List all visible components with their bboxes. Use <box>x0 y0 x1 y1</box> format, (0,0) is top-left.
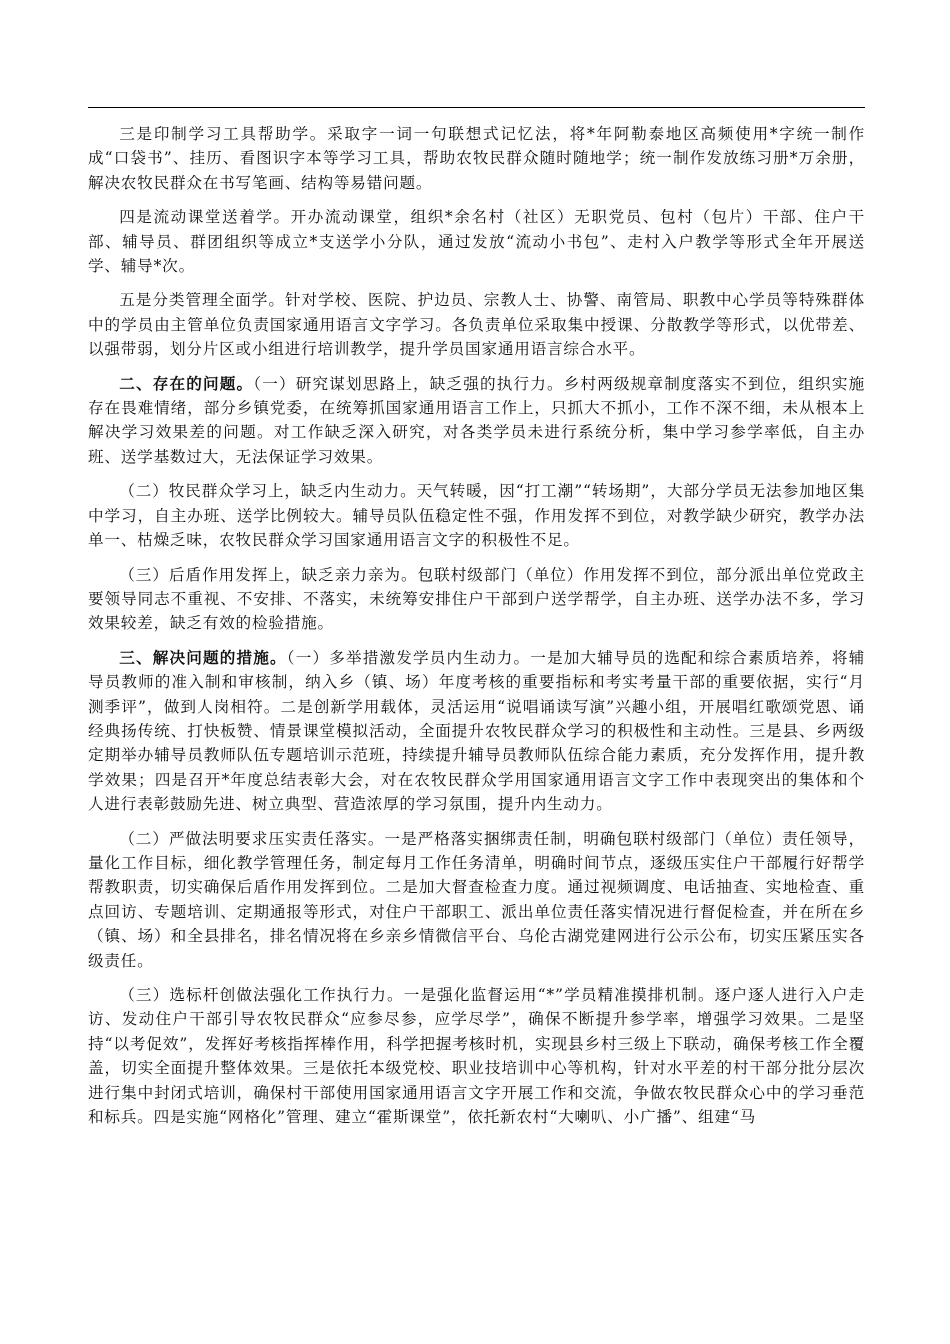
paragraph-text: （二）严做法明要求压实责任落实。一是严格落实捆绑责任制，明确包联村级部门（单位）责任领导，量化工作目标，细化教学管理任务，制定每月工作任务清单，明确时间节点，逐级压实住户干部履行好帮学帮教职责，切实确保后盾作用发挥到位。二是加大督查检查力度。通过视频调度、电话抽查、实地检查、重点回访、专题培训、定期通报等形式，对住户干部职工、派出单位责任落实情况进行督促检查，并在所在乡（镇、场）和全县排名，排名情况将在乡亲乡情微信平台、乌伦古湖党建网进行公示公布，切实压紧压实各级责任。 <box>88 829 865 970</box>
paragraph-problem-three <box>88 563 865 636</box>
header-rule <box>88 107 865 108</box>
paragraph-solutions <box>88 646 865 817</box>
paragraph-text: （一）多举措激发学员内生动力。一是加大辅导员的选配和综合素质培养，将辅导员教师的准入制和审核制，纳入乡（镇、场）年度考核的重要指标和考实考量干部的重要依据，实行“月测季评”，做到人岗相符。二是创新学用载体，灵活运用“说唱诵读写演”兴趣小组，开展唱红歌颂党恩、诵经典扬传统、打快板赞、情景课堂模拟活动，全面提升农牧民群众学习的积极性和主动性。三是县、乡两级定期举办辅导员教师队伍专题培训示范班，持续提升辅导员教师队伍综合能力素质，充分发挥作用，提升教学效果；四是召开*年度总结表彰大会，对在农牧民群众学用国家通用语言文字工作中表现突出的集体和个人进行表彰鼓励先进、树立典型、营造浓厚的学习氛围，提升内生动力。 <box>88 648 865 814</box>
paragraph-printing-tools <box>88 122 865 195</box>
document-body <box>88 122 865 1129</box>
paragraph-text: （二）牧民群众学习上，缺乏内生动力。天气转暖，因“打工潮”“转场期”，大部分学员无法参加地区集中学习，自主办班、送学比例较大。辅导员队伍稳定性不强，作用发挥不到位，对教学缺少研究，教学办法单一、枯燥乏味，农牧民群众学习国家通用语言文字的积极性不足。 <box>88 482 865 550</box>
section-heading-problems: 二、存在的问题。 <box>119 373 254 393</box>
paragraph-text: （三）后盾作用发挥上，缺乏亲力亲为。包联村级部门（单位）作用发挥不到位，部分派出单位党政主要领导同志不重视、不安排、不落实，未统筹安排住户干部到户送学帮学，自主办班、送学办法不多，学习效果较差，缺乏有效的检验措施。 <box>88 565 865 633</box>
section-heading-solutions: 三、解决问题的措施。 <box>119 647 287 667</box>
paragraph-mobile-classroom <box>88 205 865 278</box>
paragraph-solution-three <box>88 983 865 1129</box>
paragraph-solution-two <box>88 827 865 973</box>
paragraph-existing-problems <box>88 372 865 470</box>
paragraph-text: （一）研究谋划思路上，缺乏强的执行力。乡村两级规章制度落实不到位，组织实施存在畏难情绪，部分乡镇党委，在统筹抓国家通用语言工作上，只抓大不抓小，工作不深不细，未从根本上解决学习效果差的问题。对工作缺乏深入研究，对各类学员未进行系统分析，集中学习参学率低，自主办班、送学基数过大，无法保证学习效果。 <box>88 374 865 466</box>
paragraph-text: 五是分类管理全面学。针对学校、医院、护边员、宗教人士、协警、南管局、职教中心学员等特殊群体中的学员由主管单位负责国家通用语言文字学习。各负责单位采取集中授课、分散教学等形式，以优带差、以强带弱，划分片区或小组进行培训教学，提升学员国家通用语言综合水平。 <box>88 291 865 359</box>
paragraph-text: 三是印制学习工具帮助学。采取字一词一句联想式记忆法，将*年阿勒泰地区高频使用*字统一制作成“口袋书”、挂历、看图识字本等学习工具，帮助农牧民群众随时随地学；统一制作发放练习册*万余册，解决农牧民群众在书写笔画、结构等易错问题。 <box>88 125 865 192</box>
paragraph-text: （三）选标杆创做法强化工作执行力。一是强化监督运用“*”学员精准摸排机制。逐户逐人进行入户走访、发动住户干部引导农牧民群众“应参尽参，应学尽学”，确保不断提升参学率，增强学习效果。二是坚持“以考促效”，发挥好考核指挥棒作用，科学把握考核时机，实现县乡村三级上下联动，确保考核工作全覆盖，切实全面提升整体效果。三是依托本级党校、职业技培训中心等机构，针对水平差的村干部分批分层次进行集中封闭式培训，确保村干部使用国家通用语言文字开展工作和交流，争做农牧民群众心中的学习垂范和标兵。四是实施“网格化”管理、建立“霍斯课堂”，依托新农村“大喇叭、小广播”、组建“马 <box>88 986 865 1127</box>
paragraph-text: 四是流动课堂送着学。开办流动课堂，组织*余名村（社区）无职党员、包村（包片）干部、住户干部、辅导员、群团组织等成立*支送学小分队，通过发放“流动小书包”、走村入户教学等形式全年开展送学、辅导*次。 <box>88 208 865 276</box>
paragraph-problem-two <box>88 479 865 552</box>
paragraph-classified-management <box>88 288 865 361</box>
